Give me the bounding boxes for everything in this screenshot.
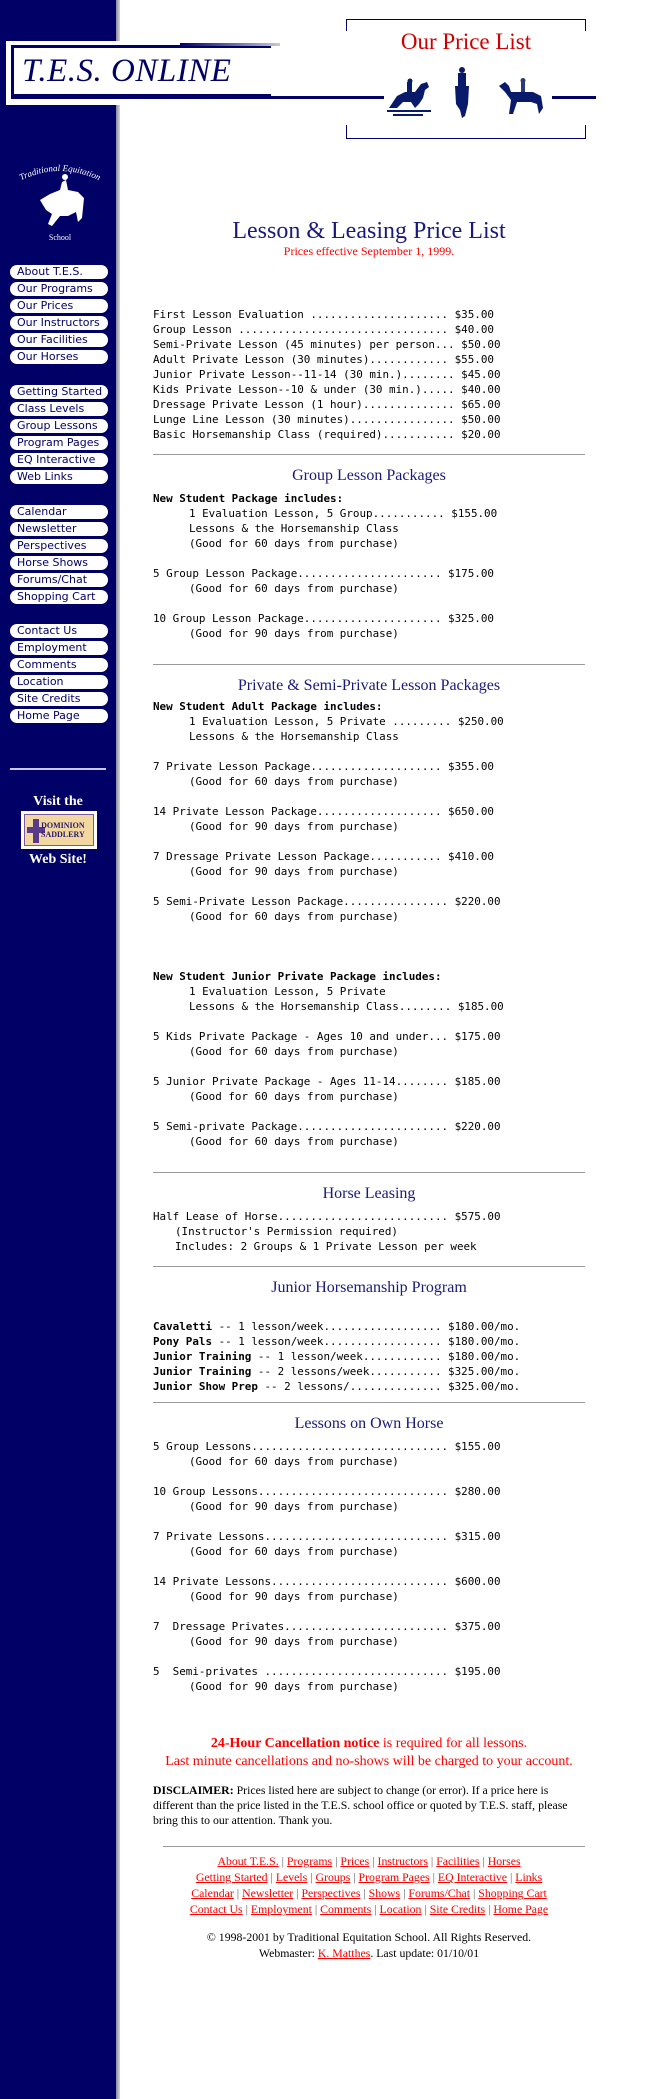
program-price: -- 1 lesson/week.................. $180.00/mo. [212,1320,521,1333]
footer-link[interactable]: Employment [250,1902,312,1916]
adult-package-heading: New Student Adult Package includes: [153,700,383,713]
price-row: Semi-Private Lesson (45 minutes) per person... $50.00 [153,338,501,351]
own-horse-list [153,1439,585,1694]
program-name: Pony Pals [153,1335,213,1348]
package-note: (Good for 60 days from purchase) [189,910,399,923]
banner-line-right [552,96,596,99]
package-line: 7 Dressage Private Lesson Package........... $410.00 [153,850,494,863]
footer-link[interactable]: Shows [368,1886,401,1900]
price-row: Adult Private Lesson (30 minutes)............ $55.00 [153,353,494,366]
package-note: (Good for 60 days from purchase) [189,1545,399,1558]
footer-link[interactable]: Perspectives [301,1886,361,1900]
program-row [153,1319,585,1334]
footer-link[interactable]: Horses [487,1854,521,1868]
nav-perspectives[interactable]: Perspectives [10,539,108,553]
nav-program-pages[interactable]: Program Pages [10,436,108,450]
price-row: Basic Horsemanship Class (required)........... $20.00 [153,428,501,441]
package-line: 5 Junior Private Package - Ages 11-14........ $185.00 [153,1075,501,1088]
nav-comments[interactable]: Comments [10,658,108,672]
package-item [153,611,585,641]
webmaster-link[interactable]: K. Matthes [317,1946,371,1960]
footer-link[interactable]: Programs [286,1854,333,1868]
nav-group-learning [10,385,108,487]
footer-link[interactable]: Prices [340,1854,370,1868]
package-line: 1 Evaluation Lesson, 5 Private ......... $250.00 [189,715,504,728]
junior-package-heading: New Student Junior Private Package includes: [153,970,442,983]
new-student-package [153,506,585,551]
section-title-own-horse: Lessons on Own Horse [294,1415,444,1432]
package-line: Lessons & the Horsemanship Class [189,522,399,535]
package-note: (Good for 90 days from purchase) [189,865,399,878]
program-price: -- 2 lessons/week........... $325.00/mo. [251,1365,521,1378]
package-note: (Good for 90 days from purchase) [189,627,399,640]
nav-our-instructors[interactable]: Our Instructors [10,316,108,330]
package-note: (Good for 60 days from purchase) [189,1455,399,1468]
cancellation-notice [153,1735,585,1771]
emblem-top-text: Traditional Equitation [17,162,103,183]
package-line: 14 Private Lesson Package................... $650.00 [153,805,494,818]
nav-our-horses[interactable]: Our Horses [10,350,108,364]
notice-rest: is required for all lessons. [379,1736,528,1751]
nav-forums-chat[interactable]: Forums/Chat [10,573,108,587]
notice-bold: 24-Hour Cancellation notice [210,1736,380,1751]
webmaster-line [153,1945,585,1961]
package-note: (Good for 90 days from purchase) [189,1680,399,1693]
package-line: Lessons & the Horsemanship Class........ $185.00 [189,1000,504,1013]
footer-nav [153,1853,585,1917]
junior-package-list [153,1029,585,1149]
visit-label: Visit the [33,794,83,809]
package-note: (Good for 60 days from purchase) [189,582,399,595]
jumping-horse-icon [385,78,435,118]
package-note: (Good for 60 days from purchase) [189,1135,399,1148]
footer-link[interactable]: Links [515,1870,543,1884]
nav-web-links[interactable]: Web Links [10,470,108,484]
footer-link-row: Calendar | Newsletter | Perspectives | Shows | Forums/Chat | Shopping Cart [191,1886,547,1900]
program-name: Cavaletti [153,1320,213,1333]
nav-our-facilities[interactable]: Our Facilities [10,333,108,347]
program-name: Junior Show Prep [153,1380,258,1393]
nav-contact-us[interactable]: Contact Us [10,624,108,638]
package-item [153,759,585,789]
half-lease-note1: (Instructor's Permission required) [175,1225,398,1238]
nav-our-programs[interactable]: Our Programs [10,282,108,296]
private-package-list [153,759,585,924]
nav-newsletter[interactable]: Newsletter [10,522,108,536]
package-note: (Good for 60 days from purchase) [189,1090,399,1103]
price-row: Group Lesson ................................ $40.00 [153,323,494,336]
adult-package [153,714,585,744]
emblem-bottom-text: School [48,233,72,242]
footer-link-row: Getting Started | Levels | Groups | Program Pages | EQ Interactive | Links [195,1870,543,1884]
footer-link[interactable]: Shopping Cart [478,1886,547,1900]
nav-shopping-cart[interactable]: Shopping Cart [10,590,108,604]
program-row [153,1364,585,1379]
package-line: 5 Semi-Private Lesson Package................ $220.00 [153,895,501,908]
package-line: 5 Semi-private Package....................... $220.00 [153,1120,501,1133]
footer-link[interactable]: Levels [275,1870,308,1884]
package-item [153,1484,585,1514]
footer-link-row: Contact Us | Employment | Comments | Location | Site Credits | Home Page [189,1902,549,1916]
group-package-list [153,566,585,641]
footer-link[interactable]: EQ Interactive [437,1870,508,1884]
footer-link[interactable]: Instructors [377,1854,428,1868]
footer-link[interactable]: Newsletter [242,1886,294,1900]
package-line: 10 Group Lessons............................. $280.00 [153,1485,501,1498]
nav-calendar[interactable]: Calendar [10,505,108,519]
copyright: © 1998-2001 by Traditional Equitation School. All Rights Reserved. [206,1930,532,1944]
package-line: (Good for 60 days from purchase) [189,537,399,550]
package-item [153,1439,585,1469]
nav-our-prices[interactable]: Our Prices [10,299,108,313]
base-price-list [153,307,585,442]
banner-line-left [306,96,384,99]
footer-link[interactable]: Comments [320,1902,372,1916]
package-item [153,1619,585,1649]
sidebar-divider [10,768,106,770]
package-note: (Good for 90 days from purchase) [189,1500,399,1513]
footer-link[interactable]: Facilities [436,1854,480,1868]
dominion-saddlery-link[interactable] [21,811,97,849]
package-line: 1 Evaluation Lesson, 5 Group........... $155.00 [189,507,498,520]
program-name: Junior Training [153,1350,252,1363]
main-content [153,218,585,1961]
nav-eq-interactive[interactable]: EQ Interactive [10,453,108,467]
nav-group-contact [10,624,108,726]
program-row [153,1379,585,1394]
price-row: Junior Private Lesson--11-14 (30 min.)........ $45.00 [153,368,501,381]
site-logo[interactable]: T.E.S. ONLINE [22,53,232,89]
junior-program-list [153,1319,585,1394]
nav-about-tes[interactable]: About T.E.S. [10,265,108,279]
western-horse-icon [497,78,547,118]
package-line: 14 Private Lessons........................... $600.00 [153,1575,501,1588]
nav-horse-shows[interactable]: Horse Shows [10,556,108,570]
webmaster-label: Webmaster: [258,1946,318,1960]
price-row: First Lesson Evaluation ..................... $35.00 [153,308,494,321]
package-item [153,804,585,834]
last-update: . Last update: 01/10/01 [370,1946,480,1960]
footer-link[interactable]: Forums/Chat [408,1886,471,1900]
junior-package [153,984,585,1014]
program-price: -- 1 lesson/week.................. $180.00/mo. [212,1335,521,1348]
effective-date: Prices effective September 1, 1999. [283,244,455,258]
logo-underline [11,96,306,99]
nav-class-levels[interactable]: Class Levels [10,402,108,416]
footer-link-row: About T.E.S. | Programs | Prices | Instructors | Facilities | Horses [217,1854,521,1868]
package-note: (Good for 60 days from purchase) [189,1045,399,1058]
package-item [153,1074,585,1104]
disclaimer-label: DISCLAIMER: [153,1783,234,1797]
footer-link[interactable]: Site Credits [429,1902,486,1916]
new-student-heading: New Student Package includes: [153,492,344,505]
nav-location[interactable]: Location [10,675,108,689]
footer-link[interactable]: Contact Us [189,1902,243,1916]
website-label: Web Site! [29,852,87,867]
footer-link[interactable]: Program Pages [358,1870,430,1884]
nav-home-page[interactable]: Home Page [10,709,108,723]
package-line: 10 Group Lesson Package..................... $325.00 [153,612,494,625]
dressage-horse-icon [450,66,474,120]
nav-getting-started[interactable]: Getting Started [10,385,108,399]
package-line: 7 Private Lessons............................ $315.00 [153,1530,501,1543]
package-item [153,849,585,879]
sponsor-line2: SADDLERY [41,830,85,839]
package-item [153,1029,585,1059]
package-item [153,1574,585,1604]
footer-link[interactable]: Calendar [191,1886,234,1900]
section-title-private-packages: Private & Semi-Private Lesson Packages [237,677,501,694]
price-row: Dressage Private Lesson (1 hour).............. $65.00 [153,398,501,411]
package-note: (Good for 90 days from purchase) [189,1590,399,1603]
package-item [153,894,585,924]
program-price: -- 1 lesson/week............ $180.00/mo. [251,1350,521,1363]
svg-text:Traditional Equitation [18,163,103,183]
package-item [153,1119,585,1149]
program-row [153,1334,585,1349]
sponsor-line1: DOMINION [41,821,85,830]
program-name: Junior Training [153,1365,252,1378]
page-title: Lesson & Leasing Price List [232,218,506,244]
school-emblem-logo[interactable] [10,160,110,246]
half-lease-line: Half Lease of Horse.......................... $575.00 [153,1210,501,1223]
package-item [153,1664,585,1694]
banner-title: Our Price List [400,29,532,54]
footer-link[interactable]: Getting Started [195,1870,268,1884]
package-line: 5 Semi-privates ............................ $195.00 [153,1665,501,1678]
section-title-junior-program: Junior Horsemanship Program [271,1279,467,1296]
nav-site-credits[interactable]: Site Credits [10,692,108,706]
section-title-horse-leasing: Horse Leasing [322,1185,416,1202]
notice-line2: Last minute cancellations and no-shows will be charged to your account. [165,1754,573,1769]
half-lease-note2: Includes: 2 Groups & 1 Private Lesson per week [175,1240,477,1253]
package-line: 1 Evaluation Lesson, 5 Private [189,985,386,998]
footer-link[interactable]: Groups [315,1870,351,1884]
footer-link[interactable]: Home Page [493,1902,549,1916]
package-line: 5 Group Lesson Package...................... $175.00 [153,567,494,580]
nav-group-community [10,505,108,607]
footer-link[interactable]: About T.E.S. [217,1854,279,1868]
price-row: Lunge Line Lesson (30 minutes)................ $50.00 [153,413,501,426]
package-line: Lessons & the Horsemanship Class [189,730,399,743]
nav-group-about [10,265,108,367]
program-price: -- 2 lessons/.............. $325.00/mo. [257,1380,521,1393]
disclaimer [153,1783,585,1828]
package-note: (Good for 90 days from purchase) [189,1635,399,1648]
package-note: (Good for 90 days from purchase) [189,820,399,833]
package-item [153,566,585,596]
package-item [153,1529,585,1559]
sidebar-shadow [116,0,120,2099]
logo-fade-line [180,43,280,46]
package-line: 5 Group Lessons.............................. $155.00 [153,1440,501,1453]
package-note: (Good for 60 days from purchase) [189,775,399,788]
package-line: 7 Dressage Privates......................... $375.00 [153,1620,501,1633]
package-line: 7 Private Lesson Package.................... $355.00 [153,760,494,773]
section-title-group-packages: Group Lesson Packages [292,467,446,484]
disclaimer-text: Prices listed here are subject to change (or error). If a price here is different than the price listed in the T.E.S. school office or quoted by T.E.S. staff, please bring this to our attention. Thank you. [153,1783,568,1827]
package-line: 5 Kids Private Package - Ages 10 and under... $175.00 [153,1030,501,1043]
program-row [153,1349,585,1364]
footer-link[interactable]: Location [379,1902,422,1916]
nav-group-lessons[interactable]: Group Lessons [10,419,108,433]
price-row: Kids Private Lesson--10 & under (30 min.)..... $40.00 [153,383,501,396]
nav-employment[interactable]: Employment [10,641,108,655]
